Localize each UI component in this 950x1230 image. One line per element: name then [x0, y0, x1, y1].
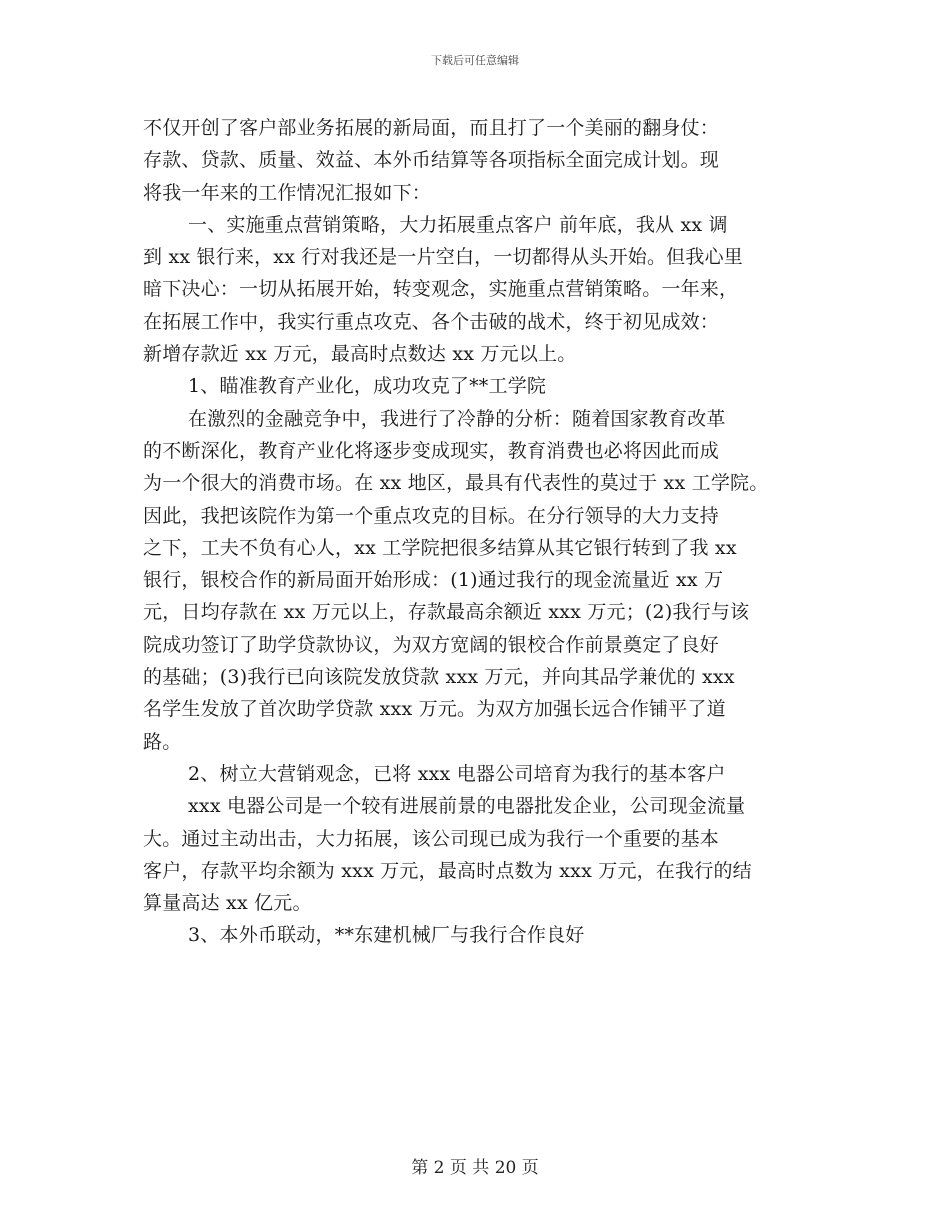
document-body — [143, 112, 823, 952]
text-line: 不仅开创了客户部业务拓展的新局面，而且打了一个美丽的翻身仗： — [143, 117, 720, 139]
text-line: 存款、贷款、质量、效益、本外币结算等各项指标全面完成计划。现 — [143, 149, 720, 172]
text-line: 到 xx 银行来，xx 行对我还是一片空白，一切都得从头开始。但我心里 — [143, 246, 743, 269]
subsection-heading: 1、瞄准教育产业化，成功攻克了**工学院 — [188, 375, 547, 398]
subsection-heading: 2、树立大营销观念，已将 xxx 电器公司培育为我行的基本客户 — [188, 762, 726, 785]
text-line: 新增存款近 xx 万元，最高时点数达 xx 万元以上。 — [143, 343, 577, 366]
text-line: 的基础；(3)我行已向该院发放贷款 xxx 万元，并向其品学兼优的 xxx — [143, 666, 735, 689]
text-line: 院成功签订了助学贷款协议，为双方宽阔的银校合作前景奠定了良好 — [143, 633, 720, 656]
text-line: 大。通过主动出击，大力拓展，该公司现已成为我行一个重要的基本 — [143, 827, 720, 850]
text-line: 为一个很大的消费市场。在 xx 地区，最具有代表性的莫过于 xx 工学院。 — [143, 472, 769, 495]
page-number: 第 2 页 共 20 页 — [411, 1158, 539, 1178]
text-line: 银行，银校合作的新局面开始形成：(1)通过我行的现金流量近 xx 万 — [143, 569, 724, 592]
text-line: 因此，我把该院作为第一个重点攻克的目标。在分行领导的大力支持 — [143, 504, 720, 527]
subsection-heading: 3、本外币联动，**东建机械厂与我行合作良好 — [188, 924, 585, 947]
text-line: 将我一年来的工作情况汇报如下： — [143, 181, 432, 204]
text-line: 客户，存款平均余额为 xxx 万元，最高时点数为 xxx 万元，在我行的结 — [143, 859, 752, 882]
text-line: 在拓展工作中，我实行重点攻克、各个击破的战术，终于初见成效： — [143, 310, 720, 333]
text-line: 元，日均存款在 xx 万元以上，存款最高余额近 xxx 万元；(2)我行与该 — [143, 601, 750, 624]
page-header: 下载后可任意编辑 — [431, 54, 519, 67]
text-line: 暗下决心：一切从拓展开始，转变观念，实施重点营销策略。一年来， — [143, 278, 739, 301]
text-line: 算量高达 xx 亿元。 — [143, 892, 312, 915]
text-line: 路。 — [143, 730, 182, 753]
text-line: 之下，工夫不负有心人，xx 工学院把很多结算从其它银行转到了我 xx — [143, 536, 737, 559]
section-heading: 一、实施重点营销策略，大力拓展重点客户 前年底，我从 xx 调 — [188, 213, 728, 236]
paragraph-start: 在激烈的金融竞争中，我进行了冷静的分析：随着国家教育改革 — [188, 407, 726, 430]
text-line: 名学生发放了首次助学贷款 xxx 万元。为双方加强长远合作铺平了道 — [143, 698, 726, 721]
paragraph-start: xxx 电器公司是一个较有进展前景的电器批发企业，公司现金流量 — [188, 795, 746, 818]
text-line: 的不断深化，教育产业化将逐步变成现实，教育消费也必将因此而成 — [143, 439, 720, 462]
